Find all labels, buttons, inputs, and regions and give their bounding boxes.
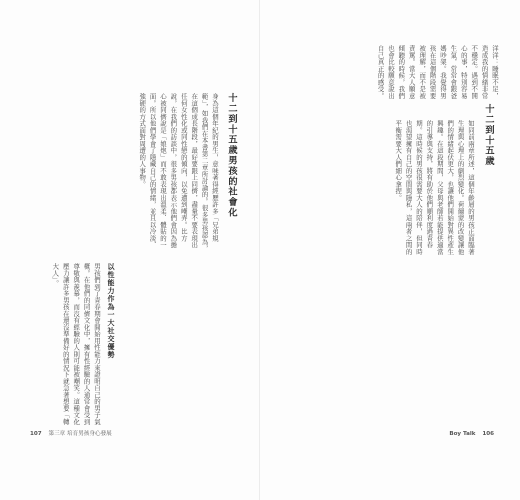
right-body-bottom-text: 如同前兩章所述，這個年齡層的男孩正面臨著生理與心理上的劇烈變化。荷爾蒙的改變讓他們的情緒起伏更大，也讓他們開始對異性產生興趣。在這段期間，父母與老師若能提供適當的引導與支持，將有助於他們順利度過青春期。這時候的男孩很需要大人的陪伴，但同時也渴望擁有自己的空間與隱私，這兩者之間的平衡需要大人們細心拿捏。 xyxy=(394,120,475,255)
right-page-number: 106 xyxy=(482,431,494,437)
left-body-bottom xyxy=(30,263,102,431)
left-body-top-text: 身為這個年紀的男生，意味著得經歷許多「兄弟規範」，如我們在本書第二章所討論的。很多男孩認為，在這個成長階段，最好要跟上同儕，盡量不要表現出任何女性化或同性戀的傾向，以免遭到嘲弄。比方說，在我們的訪談中，很多男孩都表示他們會因為擔心被同儕說是「娘炮」而不敢表現出溫柔、體貼的一面。所以他們學會了隱藏自己的情緒，並且以冷淡、強硬的方式面對周遭的人事物。 xyxy=(138,93,219,252)
left-section-heading: 十二到十五歲男孩的社會化 xyxy=(226,93,237,218)
right-section-heading: 十二到十五歲 xyxy=(483,104,494,167)
right-body-top-text: 洋洋：睡眠不足，造成我的情緒非常不穩定。遇到不開心的事，特別容易生氣，常常會跟爸媽吵架。我覺得男孩在這個階段需要被理解，而不是被責罵。當大人願意傾聽的時候，我們也會比較願意說出自己真正的感受。 xyxy=(376,45,499,99)
right-footer-title: Boy Talk xyxy=(449,431,476,437)
left-footer-chapter: 第三章 培育男孩身心發展 xyxy=(48,431,112,437)
left-subsection-heading: 以性能力作為一大社交優勢 xyxy=(107,263,116,359)
left-footer xyxy=(30,429,112,437)
right-body-top xyxy=(300,45,500,103)
left-body-bottom-text: 男孩們到了青春期會開始用性能力來證明自己的男子氣概。在他們的同儕文化中，擁有性經驗的人通常會受到尊敬與羨慕，而沒有經驗的人則可能被嘲笑。這種文化壓力讓許多男孩在還沒準備好的情況下就急著想要「轉大人」。 xyxy=(51,263,101,425)
right-footer xyxy=(449,431,494,437)
left-page-number: 107 xyxy=(30,431,42,437)
right-page xyxy=(260,0,520,500)
left-body-top xyxy=(28,93,220,253)
right-body-bottom xyxy=(300,120,476,255)
